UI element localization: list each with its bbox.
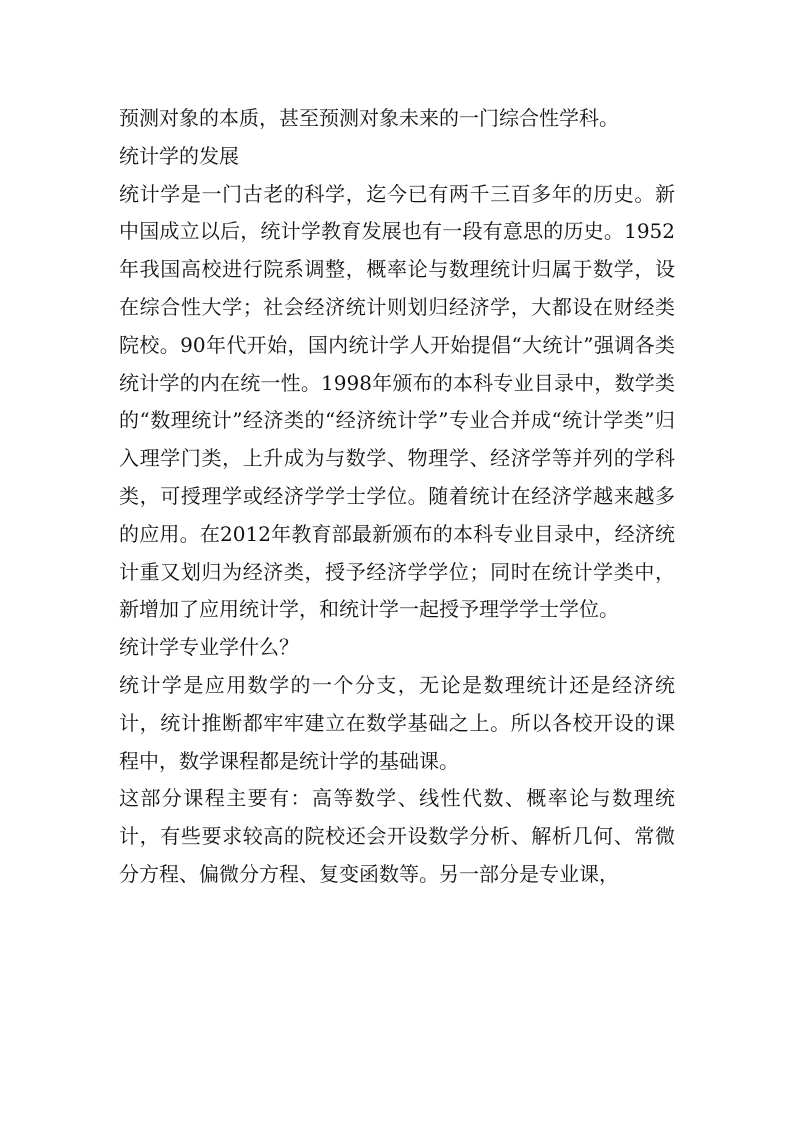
paragraph-continuation: 预测对象的本质，甚至预测对象未来的一门综合性学科。 — [119, 106, 619, 130]
section-heading-development: 统计学的发展 — [119, 143, 239, 168]
paragraph-math-branch: 统计学是应用数学的一个分支，无论是数理统计还是经济统计，统计推断都牢牢建立在数学基础之上。所以各校开设的课程中，数学课程都是统计学的基础课。 — [119, 672, 675, 773]
section-heading-curriculum: 统计学专业学什么？ — [119, 635, 299, 660]
paragraph-history: 统计学是一门古老的科学，迄今已有两千三百多年的历史。新中国成立以后，统计学教育发展也有一段有意思的历史。1952年我国高校进行院系调整，概率论与数理统计归属于数学，设在综合性大学；社会经济统计则划归经济学，大都设在财经类院校。90年代开始，国内统计学人开始提倡“大统计”强调各类统计学的内在统一性。1998年颁布的本科专业目录中，数学类的“数理统计”经济类的“经济统计学”专业合并成“统计学类”归入理学门类，上升成为与数学、物理学、经济学等并列的学科类，可授理学或经济学学士学位。随着统计在经济学越来越多的应用。在2012年教育部最新颁布的本科专业目录中，经济统计重又划归为经济类，授予经济学学位；同时在统计学类中，新增加了应用统计学，和统计学一起授予理学学士学位。 — [119, 181, 675, 622]
document-body — [119, 100, 675, 894]
paragraph-courses: 这部分课程主要有：高等数学、线性代数、概率论与数理统计，有些要求较高的院校还会开设数学分析、解析几何、常微分方程、偏微分方程、复变函数等。另一部分是专业课， — [119, 786, 675, 886]
